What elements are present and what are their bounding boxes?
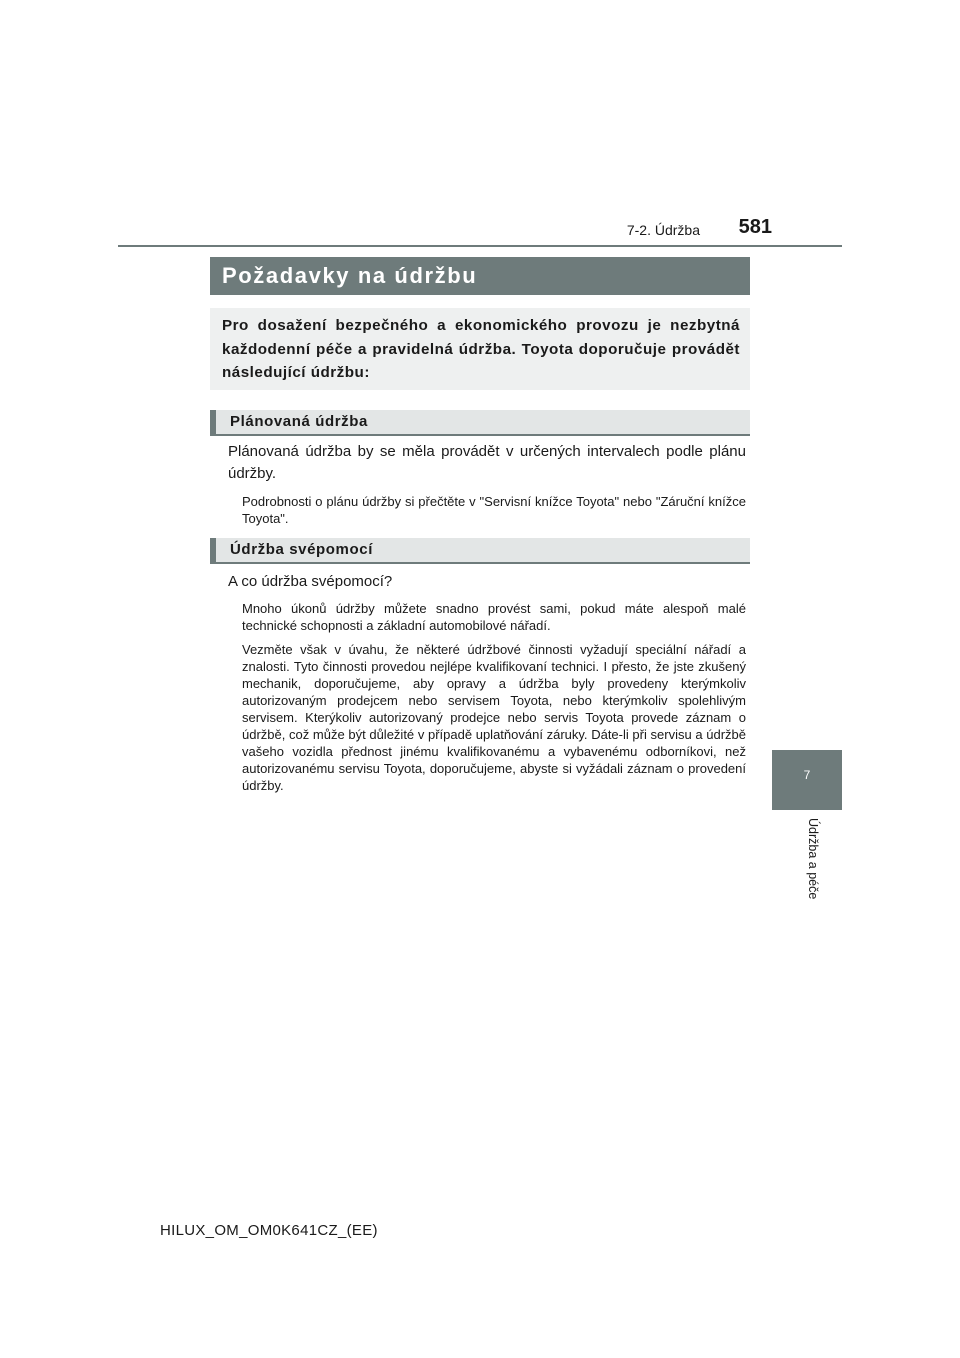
intro-text: Pro dosažení bezpečného a ekonomického provozu je nezbytná každodenní péče a pravidelná údržba. Toyota doporučuje provádět následující údržbu:: [222, 317, 740, 381]
footer-document-code: HILUX_OM_OM0K641CZ_(EE): [160, 1222, 378, 1239]
header-divider: [118, 245, 842, 247]
page-number: 581: [738, 216, 772, 238]
section-note-text: Mnoho úkonů údržby můžete snadno provést sami, pokud máte alespoň malé technické schopnosti a základní automobilové nářadí.: [242, 601, 746, 633]
intro-box: [210, 308, 750, 390]
header-section-title: 7-2. Údržba: [626, 222, 700, 238]
section-lead-text: A co údržba svépomocí?: [228, 573, 393, 590]
section-heading-self-maintenance: [210, 538, 750, 564]
section-heading-text: Plánovaná údržba: [230, 413, 368, 430]
section-note-text: Vezměte však v úvahu, že některé údržbové činnosti vyžadují speciální nářadí a znalosti. Tyto činnosti provedou nejlépe kvalifikovaní technici. I přesto, že jste zkušený mechanik, doporučujeme, aby opravy a údržba byly provedeny kterýmkoliv autorizovaným prodejcem nebo servisem Toyota, nebo kterýmkoliv spolehlivým servisem. Kterýkoliv autorizovaný prodejce nebo servis Toyota provede záznam o údržbě, což může být důležité v případě uplatňování záruky. Dáte-li při servisu a údržbě vašeho vozidla přednost jinému kvalifikovanému a vybavenému odborníkovi, než autorizovanému servisu Toyota, doporučujeme, abyste si vyžádali záznam o provedení údržby.: [242, 642, 746, 793]
section-note-text: Podrobnosti o plánu údržby si přečtěte v "Servisní knížce Toyota" nebo "Záruční knížce Toyota".: [242, 494, 746, 526]
chapter-label: Údržba a péče: [806, 818, 820, 900]
section-lead-text: Plánovaná údržba by se měla provádět v určených intervalech podle plánu údržby.: [228, 443, 746, 482]
page-title: Požadavky na údržbu: [222, 263, 478, 288]
page-title-bar: [210, 257, 750, 295]
section-heading-text: Údržba svépomocí: [230, 541, 373, 558]
chapter-number: 7: [803, 768, 811, 782]
chapter-tab: [772, 750, 842, 810]
section-heading-planned-maintenance: [210, 410, 750, 436]
